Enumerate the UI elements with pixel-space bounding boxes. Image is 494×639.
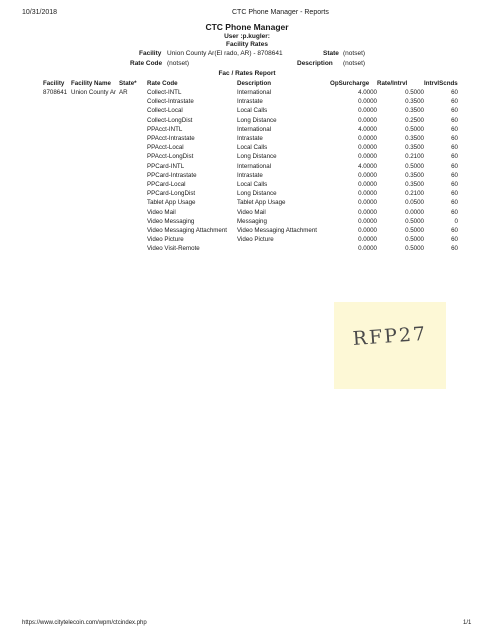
- cell-description: Local Calls: [237, 180, 268, 188]
- cell-rate-interval: 0.5000: [405, 162, 424, 170]
- cell-interval-seconds: 60: [451, 245, 458, 253]
- cell-facility-name: [71, 207, 119, 216]
- cell-facility-name: [71, 217, 119, 226]
- cell-facility: 8708641: [43, 89, 68, 97]
- user-line: User :p.kugler:: [224, 33, 270, 40]
- cell-state: [119, 116, 147, 125]
- table-body: [43, 88, 458, 253]
- rates-table: [43, 79, 458, 253]
- cell-facility-name: Union County Ar: [71, 89, 117, 97]
- cell-interval-seconds: 0: [454, 217, 458, 225]
- cell-opsurcharge: 4.0000: [358, 162, 377, 170]
- cell-facility: [43, 198, 71, 207]
- cell-opsurcharge: 0.0000: [358, 217, 377, 225]
- cell-rate-code: Video Picture: [147, 236, 184, 244]
- cell-rate-interval: 0.3500: [405, 144, 424, 152]
- cell-rate-interval: 0.3500: [405, 180, 424, 188]
- table-row: [43, 171, 458, 180]
- col-header-opsurcharge: OpSurcharge: [330, 80, 370, 87]
- table-header-row: [43, 79, 458, 88]
- table-row: [43, 97, 458, 106]
- table-row: [43, 235, 458, 244]
- cell-interval-seconds: 60: [451, 208, 458, 216]
- description-value: (notset): [343, 60, 366, 67]
- cell-interval-seconds: 60: [451, 89, 458, 97]
- table-row: [43, 116, 458, 125]
- cell-interval-seconds: 60: [451, 180, 458, 188]
- section-title: Facility Rates: [226, 41, 268, 48]
- facility-value: Union County Ar(El rado, AR) - 8708641: [167, 50, 283, 57]
- state-label: State: [323, 50, 339, 57]
- cell-state: [119, 180, 147, 189]
- cell-facility: [43, 217, 71, 226]
- cell-description: Intrastate: [237, 171, 263, 179]
- cell-rate-interval: 0.3500: [405, 171, 424, 179]
- table-row: [43, 207, 458, 216]
- cell-rate-interval: 0.0500: [405, 199, 424, 207]
- cell-opsurcharge: 0.0000: [358, 245, 377, 253]
- cell-description: Video Mail: [237, 208, 266, 216]
- cell-opsurcharge: 0.0000: [358, 153, 377, 161]
- rate-code-value: (notset): [167, 60, 190, 67]
- cell-facility-name: [71, 162, 119, 171]
- cell-rate-interval: 0.5000: [405, 226, 424, 234]
- cell-opsurcharge: 0.0000: [358, 116, 377, 124]
- cell-interval-seconds: 60: [451, 153, 458, 161]
- cell-description: International: [237, 162, 272, 170]
- table-row: [43, 134, 458, 143]
- cell-facility-name: [71, 134, 119, 143]
- cell-rate-interval: 0.3500: [405, 135, 424, 143]
- cell-rate-code: PPAcct-Local: [147, 144, 184, 152]
- state-value: (notset): [343, 50, 366, 57]
- cell-facility-name: [71, 198, 119, 207]
- cell-state: [119, 106, 147, 115]
- cell-interval-seconds: 60: [451, 135, 458, 143]
- cell-description: Long Distance: [237, 116, 277, 124]
- cell-facility-name: [71, 235, 119, 244]
- cell-state: [119, 97, 147, 106]
- cell-facility: [43, 97, 71, 106]
- cell-opsurcharge: 0.0000: [358, 180, 377, 188]
- cell-interval-seconds: 60: [451, 107, 458, 115]
- cell-facility: [43, 106, 71, 115]
- cell-rate-code: PPCard-LongDist: [147, 190, 196, 198]
- col-header-rate-code: Rate Code: [147, 80, 178, 87]
- cell-facility: [43, 116, 71, 125]
- cell-opsurcharge: 0.0000: [358, 190, 377, 198]
- cell-facility: [43, 235, 71, 244]
- cell-description: Long Distance: [237, 190, 277, 198]
- cell-state: [119, 217, 147, 226]
- cell-rate-code: PPAcct-INTL: [147, 125, 183, 133]
- cell-interval-seconds: 60: [451, 98, 458, 106]
- cell-rate-code: Collect-INTL: [147, 89, 182, 97]
- cell-facility-name: [71, 116, 119, 125]
- cell-rate-interval: 0.3500: [405, 107, 424, 115]
- cell-state: [119, 152, 147, 161]
- cell-description: Intrastate: [237, 98, 263, 106]
- cell-rate-code: PPCard-INTL: [147, 162, 185, 170]
- cell-interval-seconds: 60: [451, 144, 458, 152]
- cell-facility-name: [71, 244, 119, 253]
- cell-rate-interval: 0.2100: [405, 190, 424, 198]
- cell-opsurcharge: 0.0000: [358, 135, 377, 143]
- cell-rate-interval: 0.2500: [405, 116, 424, 124]
- cell-interval-seconds: 60: [451, 190, 458, 198]
- table-row: [43, 180, 458, 189]
- cell-state: [119, 125, 147, 134]
- cell-description: International: [237, 89, 272, 97]
- cell-description: Local Calls: [237, 107, 268, 115]
- table-row: [43, 162, 458, 171]
- cell-rate-code: PPCard-Intrastate: [147, 171, 197, 179]
- table-row: [43, 152, 458, 161]
- cell-rate-code: Collect-Intrastate: [147, 98, 194, 106]
- table-row: [43, 143, 458, 152]
- cell-rate-interval: 0.5000: [405, 217, 424, 225]
- cell-opsurcharge: 0.0000: [358, 171, 377, 179]
- cell-rate-code: Video Messaging Attachment: [147, 226, 228, 234]
- cell-description: Video Messaging Attachment: [237, 226, 318, 234]
- cell-rate-interval: 0.0000: [405, 208, 424, 216]
- col-header-description: Description: [237, 80, 272, 87]
- cell-state: [119, 134, 147, 143]
- cell-description: Video Picture: [237, 236, 274, 244]
- cell-interval-seconds: 60: [451, 116, 458, 124]
- cell-facility: [43, 162, 71, 171]
- cell-description: [237, 244, 330, 253]
- rate-code-label: Rate Code: [130, 60, 163, 67]
- cell-facility: [43, 226, 71, 235]
- facility-label: Facility: [139, 50, 162, 57]
- print-date: 10/31/2018: [22, 9, 58, 16]
- cell-state: [119, 198, 147, 207]
- cell-rate-code: PPAcct-LongDist: [147, 153, 194, 161]
- cell-facility: [43, 152, 71, 161]
- table-row: [43, 217, 458, 226]
- cell-rate-interval: 0.3500: [405, 98, 424, 106]
- col-header-rate-interval: Rate/Intrvl: [377, 80, 408, 87]
- cell-facility: [43, 171, 71, 180]
- table-row: [43, 125, 458, 134]
- cell-rate-code: Video Mail: [147, 208, 176, 216]
- cell-facility: [43, 134, 71, 143]
- cell-rate-interval: 0.5000: [405, 89, 424, 97]
- cell-interval-seconds: 60: [451, 162, 458, 170]
- cell-rate-interval: 0.5000: [405, 245, 424, 253]
- report-title: Fac / Rates Report: [218, 70, 276, 77]
- cell-rate-interval: 0.2100: [405, 153, 424, 161]
- cell-state: [119, 235, 147, 244]
- print-url: https://www.citytelecoin.com/wpm/ctcindex.php: [22, 620, 147, 626]
- cell-rate-code: Collect-Local: [147, 107, 183, 115]
- cell-interval-seconds: 60: [451, 226, 458, 234]
- cell-opsurcharge: 0.0000: [358, 98, 377, 106]
- cell-facility-name: [71, 171, 119, 180]
- cell-state: AR: [119, 89, 128, 97]
- app-title: CTC Phone Manager: [205, 22, 289, 32]
- cell-rate-code: PPCard-Local: [147, 180, 186, 188]
- cell-description: Intrastate: [237, 135, 263, 143]
- cell-description: Messaging: [237, 217, 267, 225]
- col-header-interval-seconds: IntrvlScnds: [424, 80, 458, 87]
- handwritten-note: RFP27: [352, 322, 428, 350]
- cell-state: [119, 162, 147, 171]
- cell-opsurcharge: 0.0000: [358, 236, 377, 244]
- print-page-title: CTC Phone Manager - Reports: [232, 9, 329, 16]
- cell-description: Long Distance: [237, 153, 277, 161]
- table-row: [43, 189, 458, 198]
- cell-rate-code: Video Visit-Remote: [147, 245, 200, 253]
- cell-rate-code: Collect-LongDist: [147, 116, 193, 124]
- cell-interval-seconds: 60: [451, 171, 458, 179]
- cell-facility: [43, 244, 71, 253]
- cell-rate-interval: 0.5000: [405, 125, 424, 133]
- cell-opsurcharge: 4.0000: [358, 89, 377, 97]
- cell-state: [119, 143, 147, 152]
- cell-state: [119, 171, 147, 180]
- cell-description: Local Calls: [237, 144, 268, 152]
- table-row: [43, 226, 458, 235]
- cell-facility-name: [71, 189, 119, 198]
- print-page-number: 1/1: [463, 620, 472, 626]
- description-label: Description: [297, 60, 333, 67]
- cell-facility-name: [71, 125, 119, 134]
- cell-rate-code: PPAcct-Intrastate: [147, 135, 195, 143]
- cell-rate-code: Video Messaging: [147, 217, 195, 225]
- cell-facility-name: [71, 97, 119, 106]
- cell-state: [119, 189, 147, 198]
- cell-description: Tablet App Usage: [237, 199, 286, 207]
- cell-opsurcharge: 0.0000: [358, 226, 377, 234]
- cell-state: [119, 244, 147, 253]
- cell-facility: [43, 180, 71, 189]
- table-row: [43, 244, 458, 253]
- cell-opsurcharge: 0.0000: [358, 199, 377, 207]
- cell-opsurcharge: 0.0000: [358, 208, 377, 216]
- table-row: [43, 198, 458, 207]
- cell-rate-code: Tablet App Usage: [147, 199, 196, 207]
- cell-facility: [43, 189, 71, 198]
- cell-opsurcharge: 4.0000: [358, 125, 377, 133]
- cell-interval-seconds: 60: [451, 236, 458, 244]
- col-header-facility-name: Facility Name: [71, 80, 111, 87]
- cell-state: [119, 207, 147, 216]
- cell-interval-seconds: 60: [451, 199, 458, 207]
- cell-rate-interval: 0.5000: [405, 236, 424, 244]
- cell-description: International: [237, 125, 272, 133]
- cell-opsurcharge: 0.0000: [358, 144, 377, 152]
- cell-facility-name: [71, 180, 119, 189]
- cell-facility-name: [71, 106, 119, 115]
- cell-interval-seconds: 60: [451, 125, 458, 133]
- table-row: [43, 106, 458, 115]
- cell-facility-name: [71, 143, 119, 152]
- cell-opsurcharge: 0.0000: [358, 107, 377, 115]
- col-header-state: State*: [119, 80, 137, 87]
- cell-facility-name: [71, 152, 119, 161]
- cell-facility: [43, 143, 71, 152]
- table-row: [43, 88, 458, 97]
- cell-facility: [43, 125, 71, 134]
- cell-state: [119, 226, 147, 235]
- cell-facility: [43, 207, 71, 216]
- col-header-facility: Facility: [43, 80, 65, 87]
- cell-facility-name: [71, 226, 119, 235]
